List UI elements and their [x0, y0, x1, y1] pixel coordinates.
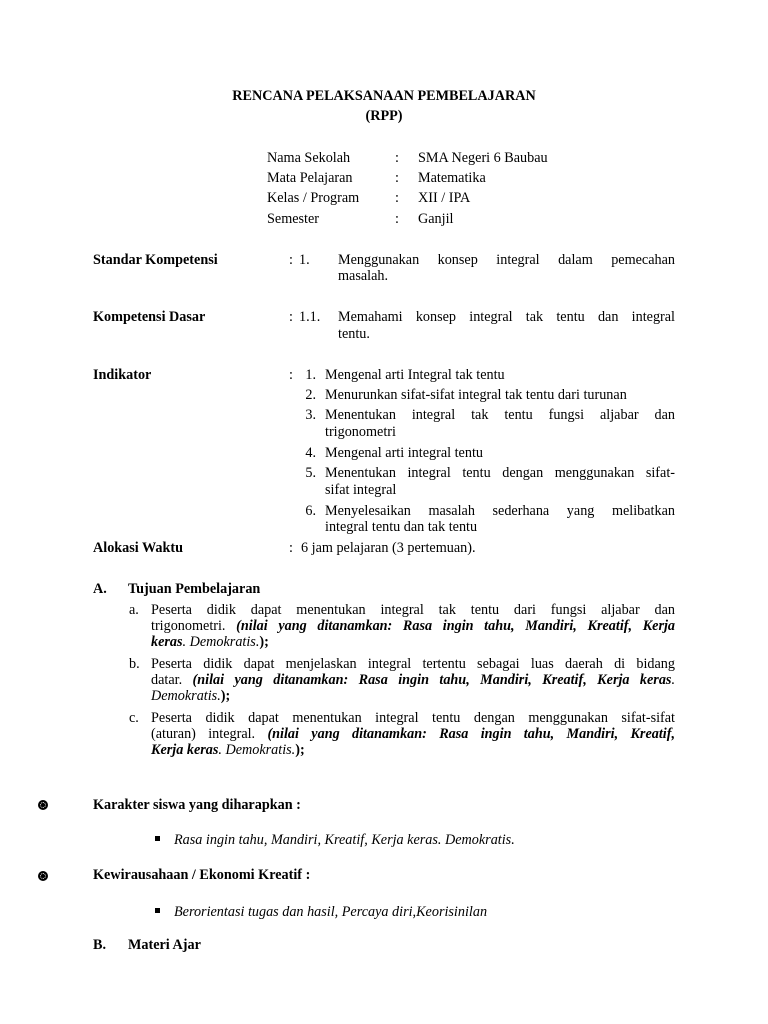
nilai-text: (nilai yang ditanamkan: Rasa ingin tahu, Mandiri, Kreatif, Kerja keras — [192, 672, 672, 688]
kompetensi-label: Kompetensi Dasar — [93, 309, 206, 325]
identity-separator: : — [395, 211, 399, 227]
standar-number: 1. — [299, 252, 310, 268]
indikator-number: 6. — [305, 503, 316, 519]
standar-separator: : — [289, 252, 293, 268]
tujuan-item-line2 — [151, 726, 675, 743]
nilai-text-italic: Demokratis. — [151, 688, 221, 704]
standar-label: Standar Kompetensi — [93, 252, 218, 268]
tujuan-item-plain: datar. — [151, 672, 183, 688]
nilai-text-italic: . Demokratis. — [218, 742, 296, 758]
tujuan-item-line3 — [151, 688, 230, 705]
indikator-item: Menyelesaikan masalah sederhana yang melibatkan — [325, 503, 675, 519]
identity-value: Ganjil — [418, 211, 454, 227]
indikator-item-cont: sifat integral — [325, 482, 397, 498]
bullet-icon — [38, 800, 48, 810]
identity-label: Semester — [267, 211, 320, 227]
alokasi-label: Alokasi Waktu — [93, 540, 184, 556]
tujuan-item-line1: Peserta didik dapat menjelaskan integral tertentu sebagai luas daerah di bidang — [151, 656, 675, 672]
tujuan-item-line1: Peserta didik dapat menentukan integral tentu dengan menggunakan sifat-sifat — [151, 710, 675, 726]
alokasi-value: 6 jam pelajaran (3 pertemuan). — [301, 540, 476, 556]
indikator-item: Mengenal arti integral tentu — [325, 445, 483, 461]
kompetensi-number: 1.1. — [299, 309, 321, 325]
nilai-text: Kerja keras — [151, 742, 219, 758]
document-title: RENCANA PELAKSANAAN PEMBELAJARAN — [232, 88, 536, 104]
nilai-text: (nilai yang ditanamkan: Rasa ingin tahu, Mandiri, Kreatif, Kerja — [236, 618, 676, 634]
kompetensi-text-line1: Memahami konsep integral tak tentu dan integral — [338, 309, 675, 325]
identity-label: Nama Sekolah — [267, 150, 351, 166]
tujuan-item-plain: trigonometri. — [151, 618, 226, 634]
identity-separator: : — [395, 190, 399, 206]
indikator-item-cont: integral tentu dan tak tentu — [325, 519, 478, 535]
indikator-item: Mengenal arti Integral tak tentu — [325, 367, 505, 383]
section-a-letter: A. — [93, 581, 107, 597]
nilai-text-end: ); — [259, 634, 269, 650]
nilai-text-end: ); — [295, 742, 305, 758]
tujuan-item-line2 — [151, 672, 675, 689]
tujuan-item-letter: a. — [129, 602, 139, 618]
nilai-text: (nilai yang ditanamkan: Rasa ingin tahu, Mandiri, Kreatif, — [267, 726, 675, 742]
karakter-item: Rasa ingin tahu, Mandiri, Kreatif, Kerja keras. Demokratis. — [174, 832, 515, 848]
identity-separator: : — [395, 150, 399, 166]
kewirausahaan-item: Berorientasi tugas dan hasil, Percaya diri,Keorisinilan — [174, 904, 488, 920]
nilai-text-italic: . Demokratis. — [182, 634, 260, 650]
kompetensi-separator: : — [289, 309, 293, 325]
indikator-item: Menentukan integral tentu dengan menggunakan sifat- — [325, 465, 675, 481]
tujuan-item-plain: (aturan) integral. — [151, 726, 256, 742]
alokasi-separator: : — [289, 540, 293, 556]
tujuan-item-letter: b. — [129, 656, 140, 672]
indikator-number: 4. — [305, 445, 316, 461]
tujuan-item-line2 — [151, 618, 675, 635]
identity-value: Matematika — [418, 170, 486, 186]
indikator-item-cont: trigonometri — [325, 424, 396, 440]
tujuan-item-line1: Peserta didik dapat menentukan integral tak tentu dari fungsi aljabar dan — [151, 602, 675, 618]
indikator-separator: : — [289, 367, 293, 383]
nilai-text: keras — [151, 634, 183, 650]
kewirausahaan-heading: Kewirausahaan / Ekonomi Kreatif : — [93, 867, 311, 883]
identity-value: XII / IPA — [418, 190, 471, 206]
indikator-number: 1. — [305, 367, 316, 383]
standar-text-line2: masalah. — [338, 268, 389, 284]
tujuan-item-line3 — [151, 634, 269, 651]
nilai-text-italic: . — [671, 672, 675, 688]
indikator-item: Menurunkan sifat-sifat integral tak tentu dari turunan — [325, 387, 627, 403]
standar-text-line1: Menggunakan konsep integral dalam pemecahan — [338, 252, 675, 268]
section-a-heading: Tujuan Pembelajaran — [128, 581, 261, 597]
indikator-item: Menentukan integral tak tentu fungsi aljabar dan — [325, 407, 675, 423]
identity-label: Mata Pelajaran — [267, 170, 353, 186]
document-subtitle: (RPP) — [365, 108, 403, 124]
nilai-text-end: ); — [220, 688, 231, 704]
bullet-icon — [38, 871, 48, 881]
indikator-number: 5. — [305, 465, 316, 481]
square-bullet-icon — [155, 836, 160, 841]
identity-label: Kelas / Program — [267, 190, 360, 206]
section-b-letter: B. — [93, 937, 107, 953]
indikator-number: 3. — [305, 407, 316, 423]
tujuan-item-letter: c. — [129, 710, 139, 726]
tujuan-item-line3 — [151, 742, 305, 759]
square-bullet-icon — [155, 908, 160, 913]
karakter-heading: Karakter siswa yang diharapkan : — [93, 797, 301, 813]
indikator-number: 2. — [305, 387, 316, 403]
kompetensi-text-line2: tentu. — [338, 326, 370, 342]
indikator-label: Indikator — [93, 367, 152, 383]
identity-separator: : — [395, 170, 399, 186]
identity-value: SMA Negeri 6 Baubau — [418, 150, 548, 166]
section-b-heading: Materi Ajar — [128, 937, 201, 953]
